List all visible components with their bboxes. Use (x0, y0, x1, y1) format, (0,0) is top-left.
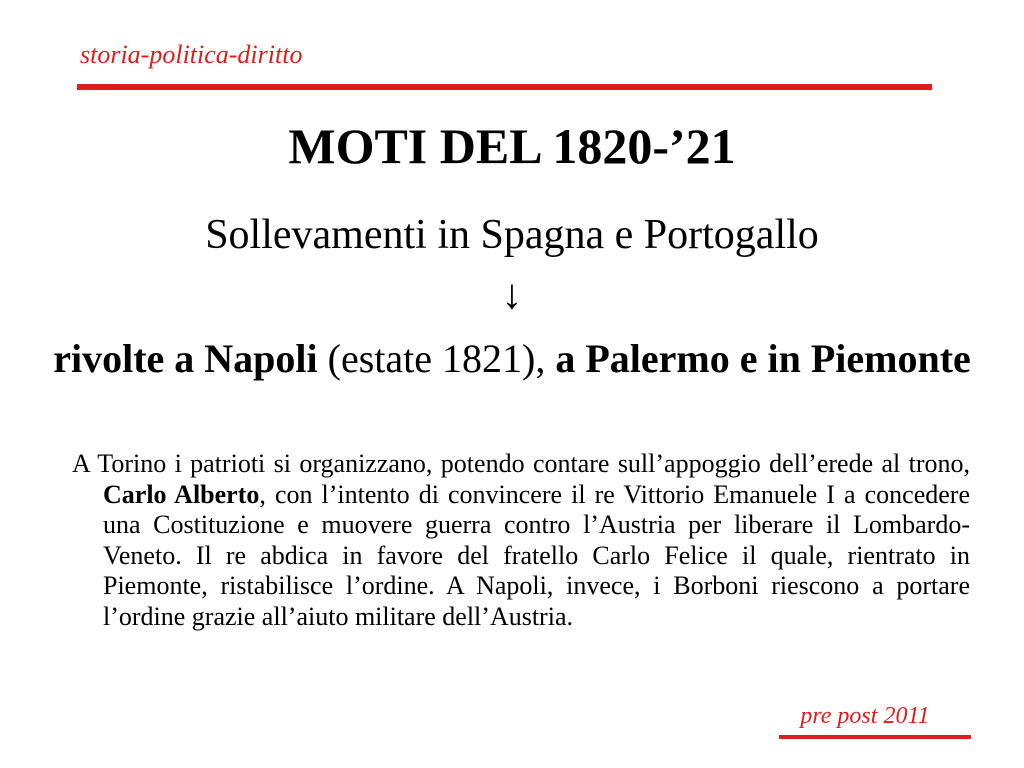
revolts-heading (40, 336, 984, 382)
revolts-palermo-piemonte: a Palermo e in Piemonte (555, 336, 971, 381)
body-text-1: A Torino i patrioti si organizzano, potendo contare sull’appoggio dell’erede al trono, (72, 449, 970, 478)
header-divider (77, 84, 932, 90)
body-carlo-alberto: Carlo Alberto (103, 479, 260, 509)
footer-divider (779, 735, 971, 739)
slide-subtitle: Sollevamenti in Spagna e Portogallo (205, 212, 819, 258)
slide-title: MOTI DEL 1820-’21 (288, 118, 736, 174)
header-tag: storia-politica-diritto (80, 40, 303, 69)
down-arrow-icon: ↓ (501, 272, 523, 318)
footer-tag: pre post 2011 (800, 703, 930, 729)
revolts-napoli: rivolte a Napoli (53, 336, 318, 381)
revolts-date: (estate 1821), (317, 336, 556, 381)
body-paragraph (72, 449, 970, 633)
body-text-2: , con l’intento di convincere il re Vittorio Emanuele I a concedere una Costituzione e muovere guerra contro l’Austria per liberare il Lombardo-Veneto. Il re abdica in favore del fratello Carlo Felice il quale, rientrato in Piemonte, ristabilisce l’ordine. A Napoli, invece, i Borboni riescono a portare l’ordine grazie all’aiuto militare dell’Austria. (103, 479, 970, 631)
